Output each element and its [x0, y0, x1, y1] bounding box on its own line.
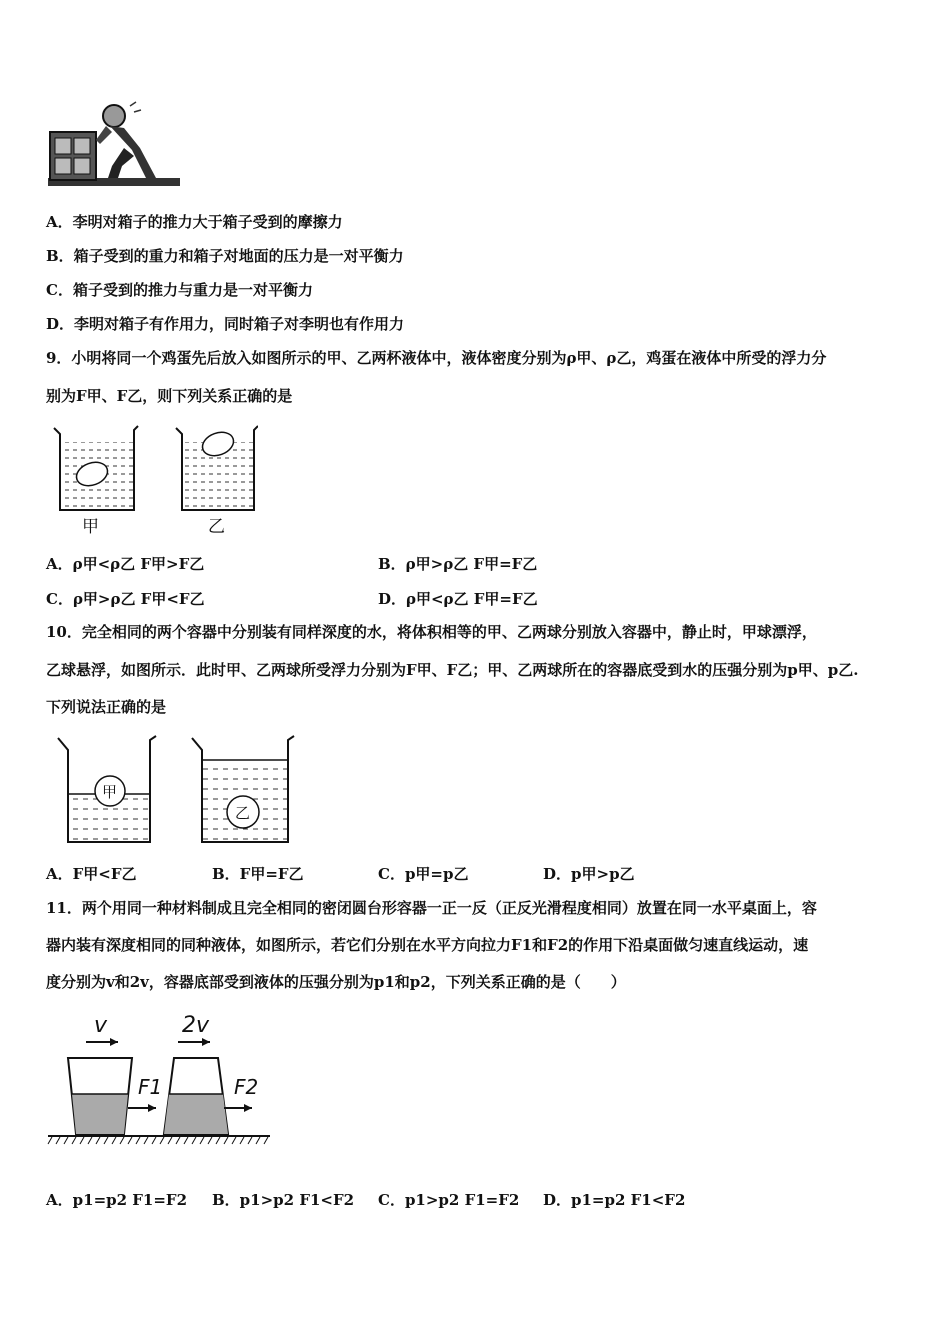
q9-option-b: B．ρ甲>ρ乙 F甲=F乙 [378, 555, 538, 573]
q10-option-b: B．F甲=F乙 [212, 865, 304, 883]
q9-label-jia: 甲 [82, 517, 99, 537]
q9-option-d: D．ρ甲<ρ乙 F甲=F乙 [378, 590, 538, 608]
q9-option-a: A．ρ甲<ρ乙 F甲>F乙 [46, 555, 205, 573]
q11-figure-frustums [46, 1006, 274, 1150]
q11-option-a: A．p1=p2 F1=F2 [46, 1191, 188, 1209]
q8-option-d: D．李明对箱子有作用力，同时箱子对李明也有作用力 [46, 315, 405, 333]
q8-option-a: A．李明对箱子的推力大于箱子受到的摩擦力 [46, 213, 343, 231]
q9-stem-line2: 别为F甲、F乙，则下列关系正确的是 [46, 387, 293, 405]
q11-option-b: B．p1>p2 F1<F2 [212, 1191, 355, 1209]
q9-figure-beakers [48, 422, 258, 540]
q11-label-f2: F2 [234, 1075, 259, 1099]
q11-label-2v: 2v [182, 1013, 210, 1038]
q10-stem-line3: 下列说法正确的是 [46, 698, 167, 716]
q11-label-v: v [94, 1013, 108, 1038]
q8-option-b: B．箱子受到的重力和箱子对地面的压力是一对平衡力 [46, 247, 404, 265]
q10-label-yi: 乙 [235, 804, 251, 822]
q10-option-d: D．p甲>p乙 [543, 865, 635, 883]
q10-label-jia: 甲 [102, 783, 118, 801]
q11-option-c: C．p1>p2 F1=F2 [378, 1191, 520, 1209]
q10-option-c: C．p甲=p乙 [378, 865, 469, 883]
q10-stem-line2: 乙球悬浮，如图所示．此时甲、乙两球所受浮力分别为F甲、F乙；甲、乙两球所在的容器底受到水的压强分别为p甲、p乙. [46, 661, 859, 679]
q9-label-yi: 乙 [208, 517, 225, 537]
q11-label-f1: F1 [138, 1075, 163, 1099]
q10-option-a: A．F甲<F乙 [46, 865, 137, 883]
q11-stem-line2: 器内装有深度相同的同种液体，如图所示，若它们分别在水平方向拉力F1和F2的作用下沿桌面做匀速直线运动，速 [46, 936, 809, 954]
q8-option-c: C．箱子受到的推力与重力是一对平衡力 [46, 281, 313, 299]
q9-option-c: C．ρ甲>ρ乙 F甲<F乙 [46, 590, 205, 608]
q8-figure-push-box [46, 96, 182, 188]
q10-stem-line1: 10．完全相同的两个容器中分别装有同样深度的水，将体积相等的甲、乙两球分别放入容器中，静止时，甲球漂浮， [46, 623, 817, 641]
q11-stem-line3: 度分别为v和2v，容器底部受到液体的压强分别为p1和p2，下列关系正确的是（ ） [46, 973, 626, 991]
q9-stem-line1: 9．小明将同一个鸡蛋先后放入如图所示的甲、乙两杯液体中，液体密度分别为ρ甲、ρ乙，鸡蛋在液体中所受的浮力分 [46, 349, 827, 367]
q11-stem-line1: 11．两个用同一种材料制成且完全相同的密闭圆台形容器一正一反（正反光滑程度相同）放置在同一水平桌面上，容 [46, 899, 817, 917]
q10-figure-containers [52, 734, 298, 846]
q11-option-d: D．p1=p2 F1<F2 [543, 1191, 686, 1209]
